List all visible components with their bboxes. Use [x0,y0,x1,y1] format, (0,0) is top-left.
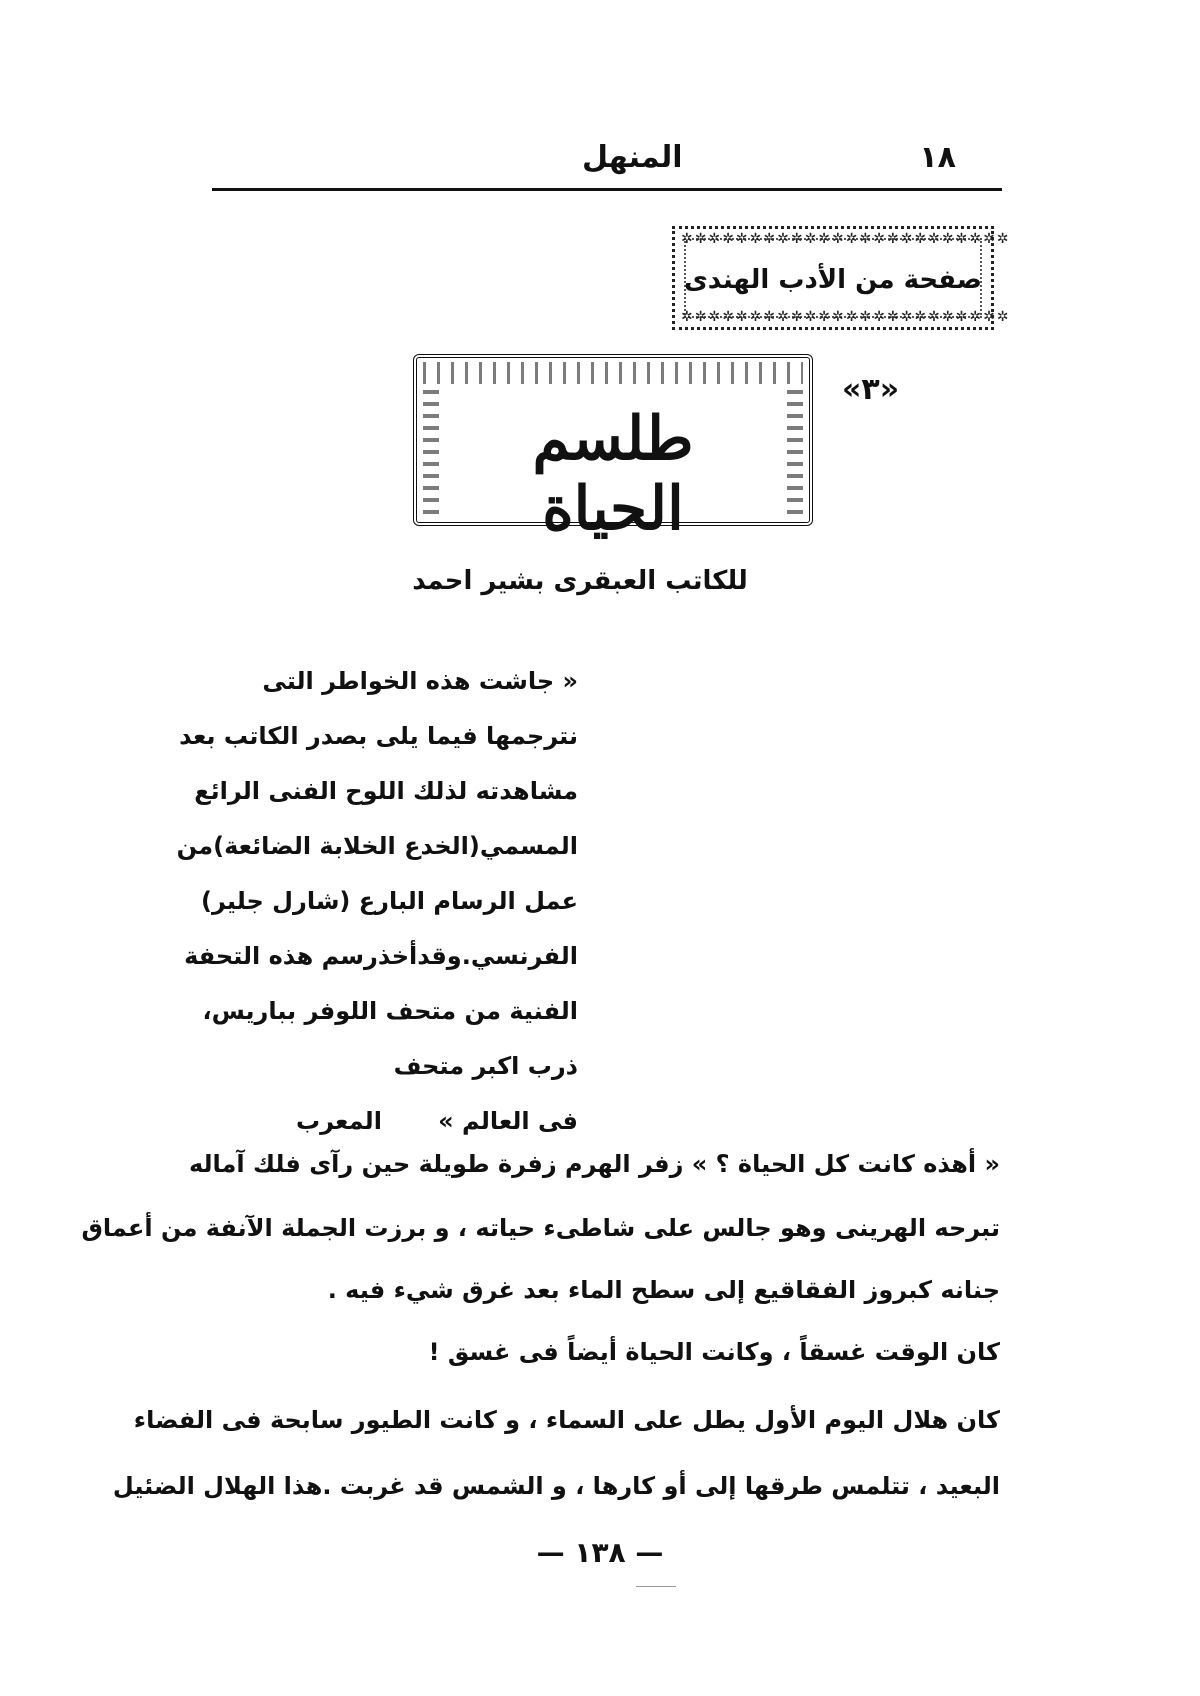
preface-line: نترجمها فيما يلى بصدر الكاتب بعد [179,722,578,750]
translator-preface [176,654,578,1149]
journal-title: المنهل [582,140,683,175]
preface-line: مشاهدته لذلك اللوح الفنى الرائع [194,777,578,805]
footer-mark [636,1586,676,1587]
preface-line: فى العالم » [438,1107,578,1135]
preface-line: المسمي(الخدع الخلابة الضائعة)من [176,832,578,860]
body-line: كان الوقت غسقاً ، وكانت الحياة أيضاً فى غسق ! [428,1338,1000,1366]
star-ornament-bottom: ✲✲✲✲✲✲✲✲✲✲✲✲✲✲✲✲✲✲✲✲✲✲✲✲ [681,309,1011,325]
translator-signature: المعرب [296,1107,382,1135]
star-ornament-top: ✲✲✲✲✲✲✲✲✲✲✲✲✲✲✲✲✲✲✲✲✲✲✲✲ [681,231,1011,247]
frame-side-ornament-right [787,390,803,516]
preface-line: الفرنسي.وقدأخذرسم هذه التحفة [184,942,578,970]
section-label: صفحة من الأدب الهندى [683,265,983,295]
frame-side-ornament-left [423,390,439,516]
preface-line: الفنية من متحف اللوفر بباريس، [202,997,578,1025]
preface-last-line [258,1094,578,1149]
body-line: البعيد ، تتلمس طرقها إلى أو كارها ، و الشمس قد غربت .هذا الهلال الضئيل [112,1472,1000,1500]
article-number: «٣» [842,372,900,407]
body-line: « أهذه كانت كل الحياة ؟ » زفر الهرم زفرة طويلة حين رآى فلك آماله [188,1150,1000,1178]
article-title: طلسم الحياة [532,404,694,544]
preface-line: عمل الرسام البارع (شارل جلير) [201,887,578,915]
frame-chain-ornament [423,362,803,384]
section-label-box [672,226,1011,330]
running-header [212,140,1000,190]
byline: للكاتب العبقرى بشير احمد [412,566,748,596]
title-ornamental-frame [413,354,813,544]
preface-line: ذرب اكبر متحف [393,1052,578,1080]
header-page-number: ١٨ [919,140,956,175]
body-line: تبرحه الهرينى وهو جالس على شاطىء حياته ، و برزت الجملة الآنفة من أعماق [81,1214,1000,1242]
footer-page-number: — ١٣٨ — [536,1536,664,1569]
body-line: جنانه كبروز الفقاقيع إلى سطح الماء بعد غرق شيء فيه . [327,1276,1000,1304]
body-line: كان هلال اليوم الأول يطل على السماء ، و كانت الطيور سابحة فى الفضاء [133,1406,1000,1434]
header-rule [212,188,1002,191]
preface-line: « جاشت هذه الخواطر التى [262,667,578,695]
